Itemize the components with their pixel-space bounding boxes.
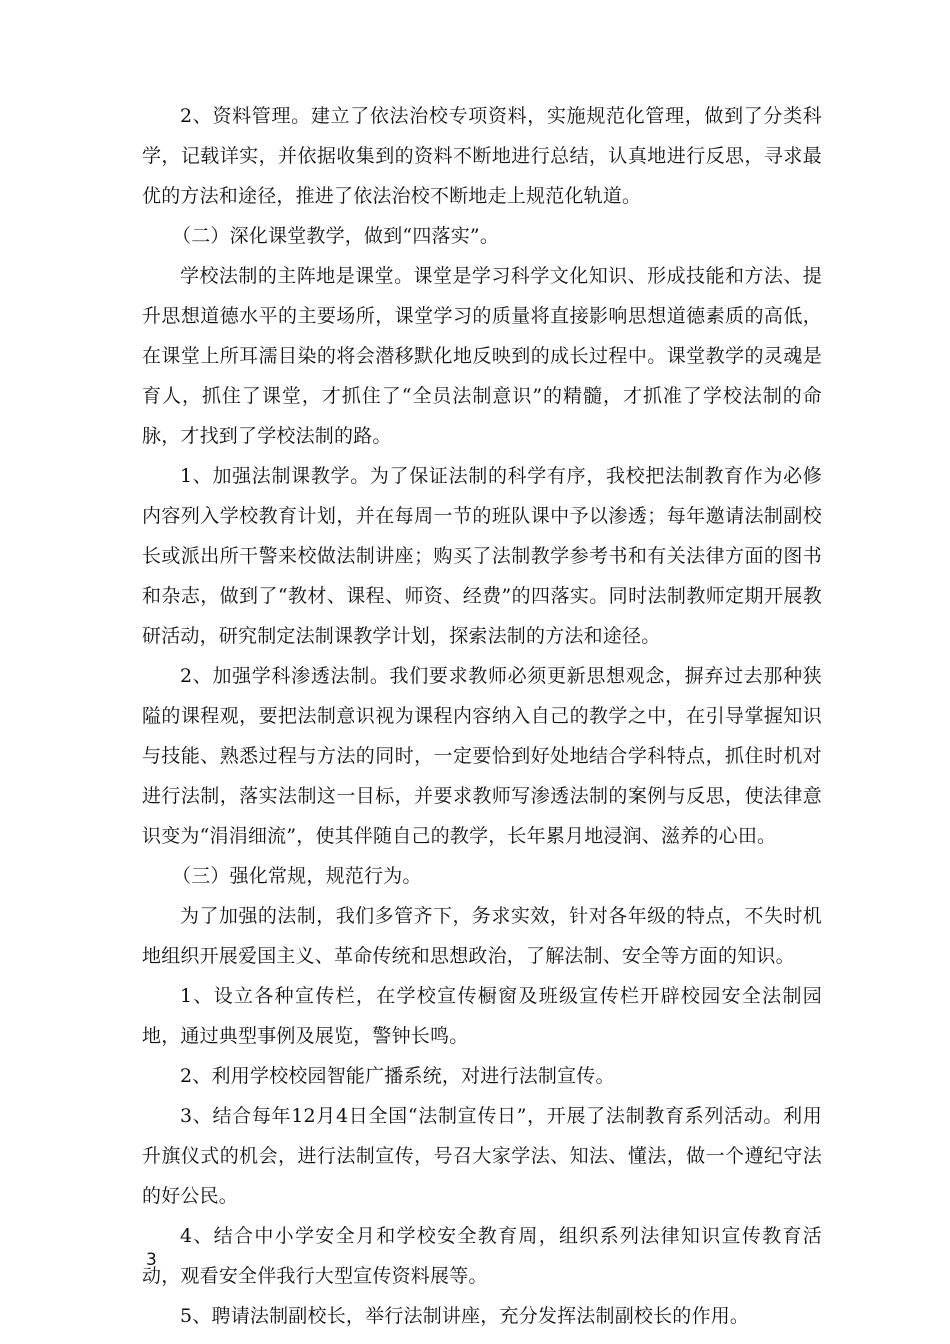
paragraph-safety-month: 4、结合中小学安全月和学校安全教育周，组织系列法律知识宣传教育活动，观看安全伴我行大型宣传资料展等。 xyxy=(142,1225,822,1287)
paragraph-legal-vice-principal: 5、聘请法制副校长，举行法制讲座，充分发挥法制副校长的作用。 xyxy=(180,1305,750,1327)
paragraph-subject-integration: 2、加强学科渗透法制。我们要求教师必须更新思想观念，摒弃过去那种狭隘的课程观，要把法制意识视为课程内容纳入自己的教学之中，在引导掌握知识与技能、熟悉过程与方法的同时，一定要恰到好处地结合学科特点，抓住时机对进行法制，落实法制这一目标，并要求教师写渗透法制的案例与反思，使法律意识变为“涓涓细流”，使其伴随自己的教学，长年累月地浸润、滋养的心田。 xyxy=(142,665,822,847)
section-heading-routine-standards: （三）强化常规，规范行为。 xyxy=(172,865,422,887)
paragraph-legal-publicity-day: 3、结合每年12月4日全国“法制宣传日”，开展了法制教育系列活动。利用升旗仪式的机会，进行法制宣传，号召大家学法、知法、懂法，做一个遵纪守法的好公民。 xyxy=(142,1105,822,1207)
section-heading-classroom-teaching: （二）深化课堂教学，做到“四落实”。 xyxy=(172,225,500,247)
document-body xyxy=(142,96,822,1336)
paragraph-resource-management: 2、资料管理。建立了依法治校专项资料，实施规范化管理，做到了分类科学，记载详实，并依据收集到的资料不断地进行总结，认真地进行反思，寻求最优的方法和途径，推进了依法治校不断地走上规范化轨道。 xyxy=(142,105,822,207)
paragraph-legal-course-teaching: 1、加强法制课教学。为了保证法制的科学有序，我校把法制教育作为必修内容列入学校教育计划，并在每周一节的班队课中予以渗透；每年邀请法制副校长或派出所干警来校做法制讲座；购买了法制教学参考书和有关法律方面的图书和杂志，做到了“教材、课程、师资、经费”的四落实。同时法制教师定期开展教研活动，研究制定法制课教学计划，探索法制的方法和途径。 xyxy=(142,465,822,647)
paragraph-campus-broadcast: 2、利用学校校园智能广播系统，对进行法制宣传。 xyxy=(180,1065,615,1087)
paragraph-strengthen-legal-education: 为了加强的法制，我们多管齐下，务求实效，针对各年级的特点，不失时机地组织开展爱国主义、革命传统和思想政治，了解法制、安全等方面的知识。 xyxy=(142,905,822,967)
paragraph-classroom-main-position: 学校法制的主阵地是课堂。课堂是学习科学文化知识、形成技能和方法、提升思想道德水平的主要场所，课堂学习的质量将直接影响思想道德素质的高低，在课堂上所耳濡目染的将会潜移默化地反映到的成长过程中。课堂教学的灵魂是育人，抓住了课堂，才抓住了“全员法制意识”的精髓，才抓准了学校法制的命脉，才找到了学校法制的路。 xyxy=(142,265,822,447)
page-number: 3 xyxy=(146,1250,157,1270)
paragraph-publicity-boards: 1、设立各种宣传栏，在学校宣传橱窗及班级宣传栏开辟校园安全法制园地，通过典型事例及展览，警钟长鸣。 xyxy=(142,985,822,1047)
